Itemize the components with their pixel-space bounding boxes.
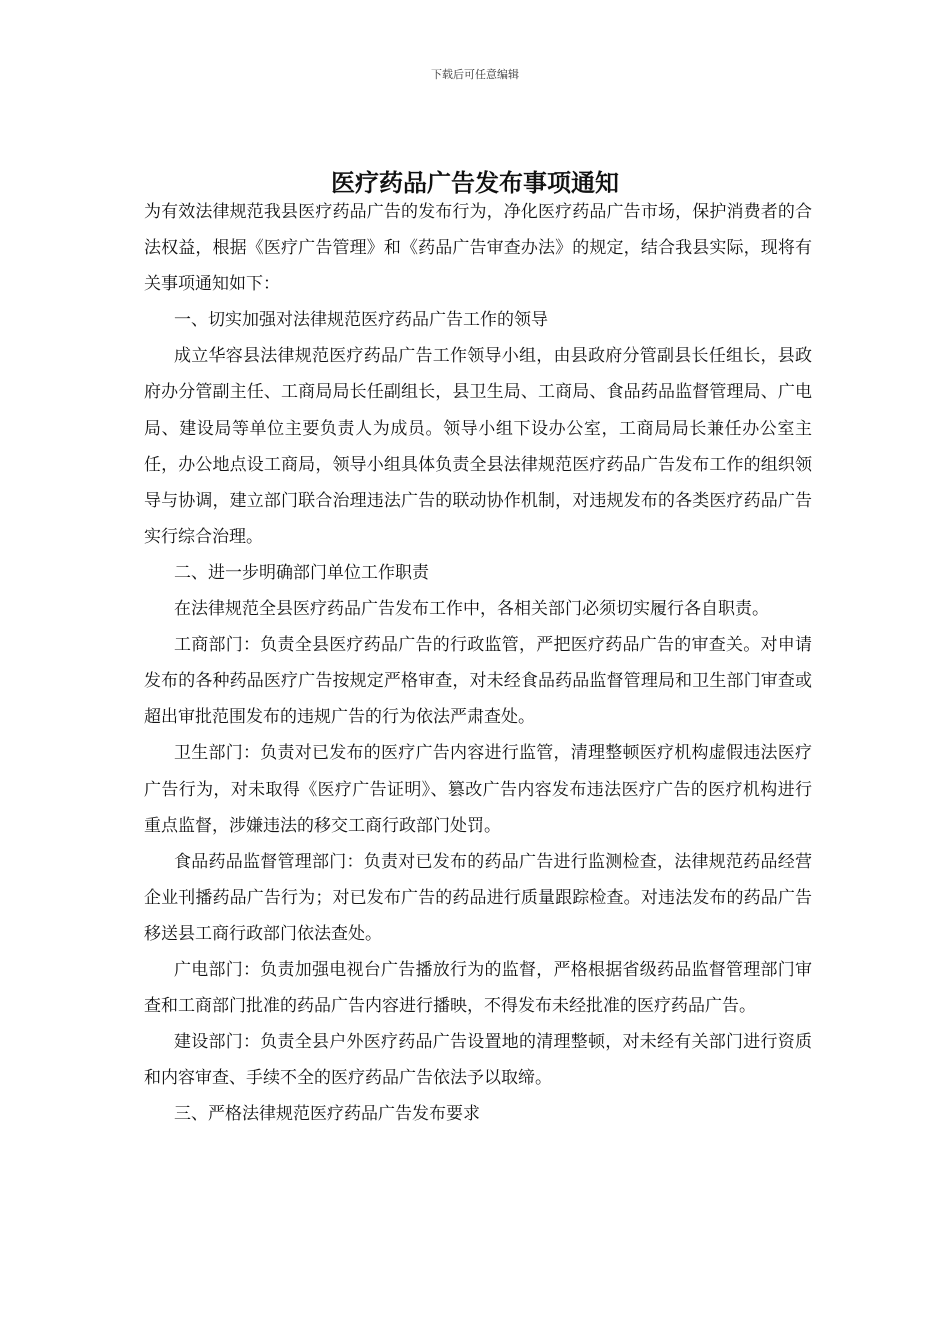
- document-body: [144, 194, 812, 1132]
- paragraph: 为有效法律规范我县医疗药品广告的发布行为，净化医疗药品广告市场，保护消费者的合法权益，根据《医疗广告管理》和《药品广告审查办法》的规定，结合我县实际，现将有关事项通知如下：: [144, 202, 812, 295]
- paragraph: 建设部门：负责全县户外医疗药品广告设置地的清理整顿，对未经有关部门进行资质和内容审查、手续不全的医疗药品广告依法予以取缔。: [144, 1032, 812, 1089]
- paragraph: 卫生部门：负责对已发布的医疗广告内容进行监管，清理整顿医疗机构虚假违法医疗广告行为，对未取得《医疗广告证明》、篡改广告内容发布违法医疗广告的医疗机构进行重点监督，涉嫌违法的移交工商行政部门处罚。: [144, 743, 812, 836]
- paragraph: 食品药品监督管理部门：负责对已发布的药品广告进行监测检查，法律规范药品经营企业刊播药品广告行为；对已发布广告的药品进行质量跟踪检查。对违法发布的药品广告移送县工商行政部门依法查处。: [144, 851, 812, 944]
- paragraph: 在法律规范全县医疗药品广告发布工作中，各相关部门必须切实履行各自职责。: [174, 599, 769, 620]
- paragraph: 三、严格法律规范医疗药品广告发布要求: [174, 1104, 480, 1125]
- document-title: 医疗药品广告发布事项通知: [331, 168, 619, 198]
- paragraph: 成立华容县法律规范医疗药品广告工作领导小组，由县政府分管副县长任组长，县政府办分管副主任、工商局局长任副组长，县卫生局、工商局、食品药品监督管理局、广电局、建设局等单位主要负责人为成员。领导小组下设办公室，工商局局长兼任办公室主任，办公地点设工商局，领导小组具体负责全县法律规范医疗药品广告发布工作的组织领导与协调，建立部门联合治理违法广告的联动协作机制，对违规发布的各类医疗药品广告实行综合治理。: [144, 346, 812, 547]
- paragraph: 二、进一步明确部门单位工作职责: [174, 562, 429, 583]
- paragraph: 工商部门：负责全县医疗药品广告的行政监管，严把医疗药品广告的审查关。对申请发布的各种药品医疗广告按规定严格审查，对未经食品药品监督管理局和卫生部门审查或超出审批范围发布的违规广告的行为依法严肃查处。: [144, 635, 812, 728]
- paragraph: 一、切实加强对法律规范医疗药品广告工作的领导: [174, 310, 548, 331]
- paragraph: 广电部门：负责加强电视台广告播放行为的监督，严格根据省级药品监督管理部门审查和工商部门批准的药品广告内容进行播映，不得发布未经批准的医疗药品广告。: [144, 959, 812, 1017]
- header-note: 下载后可任意编辑: [431, 68, 519, 81]
